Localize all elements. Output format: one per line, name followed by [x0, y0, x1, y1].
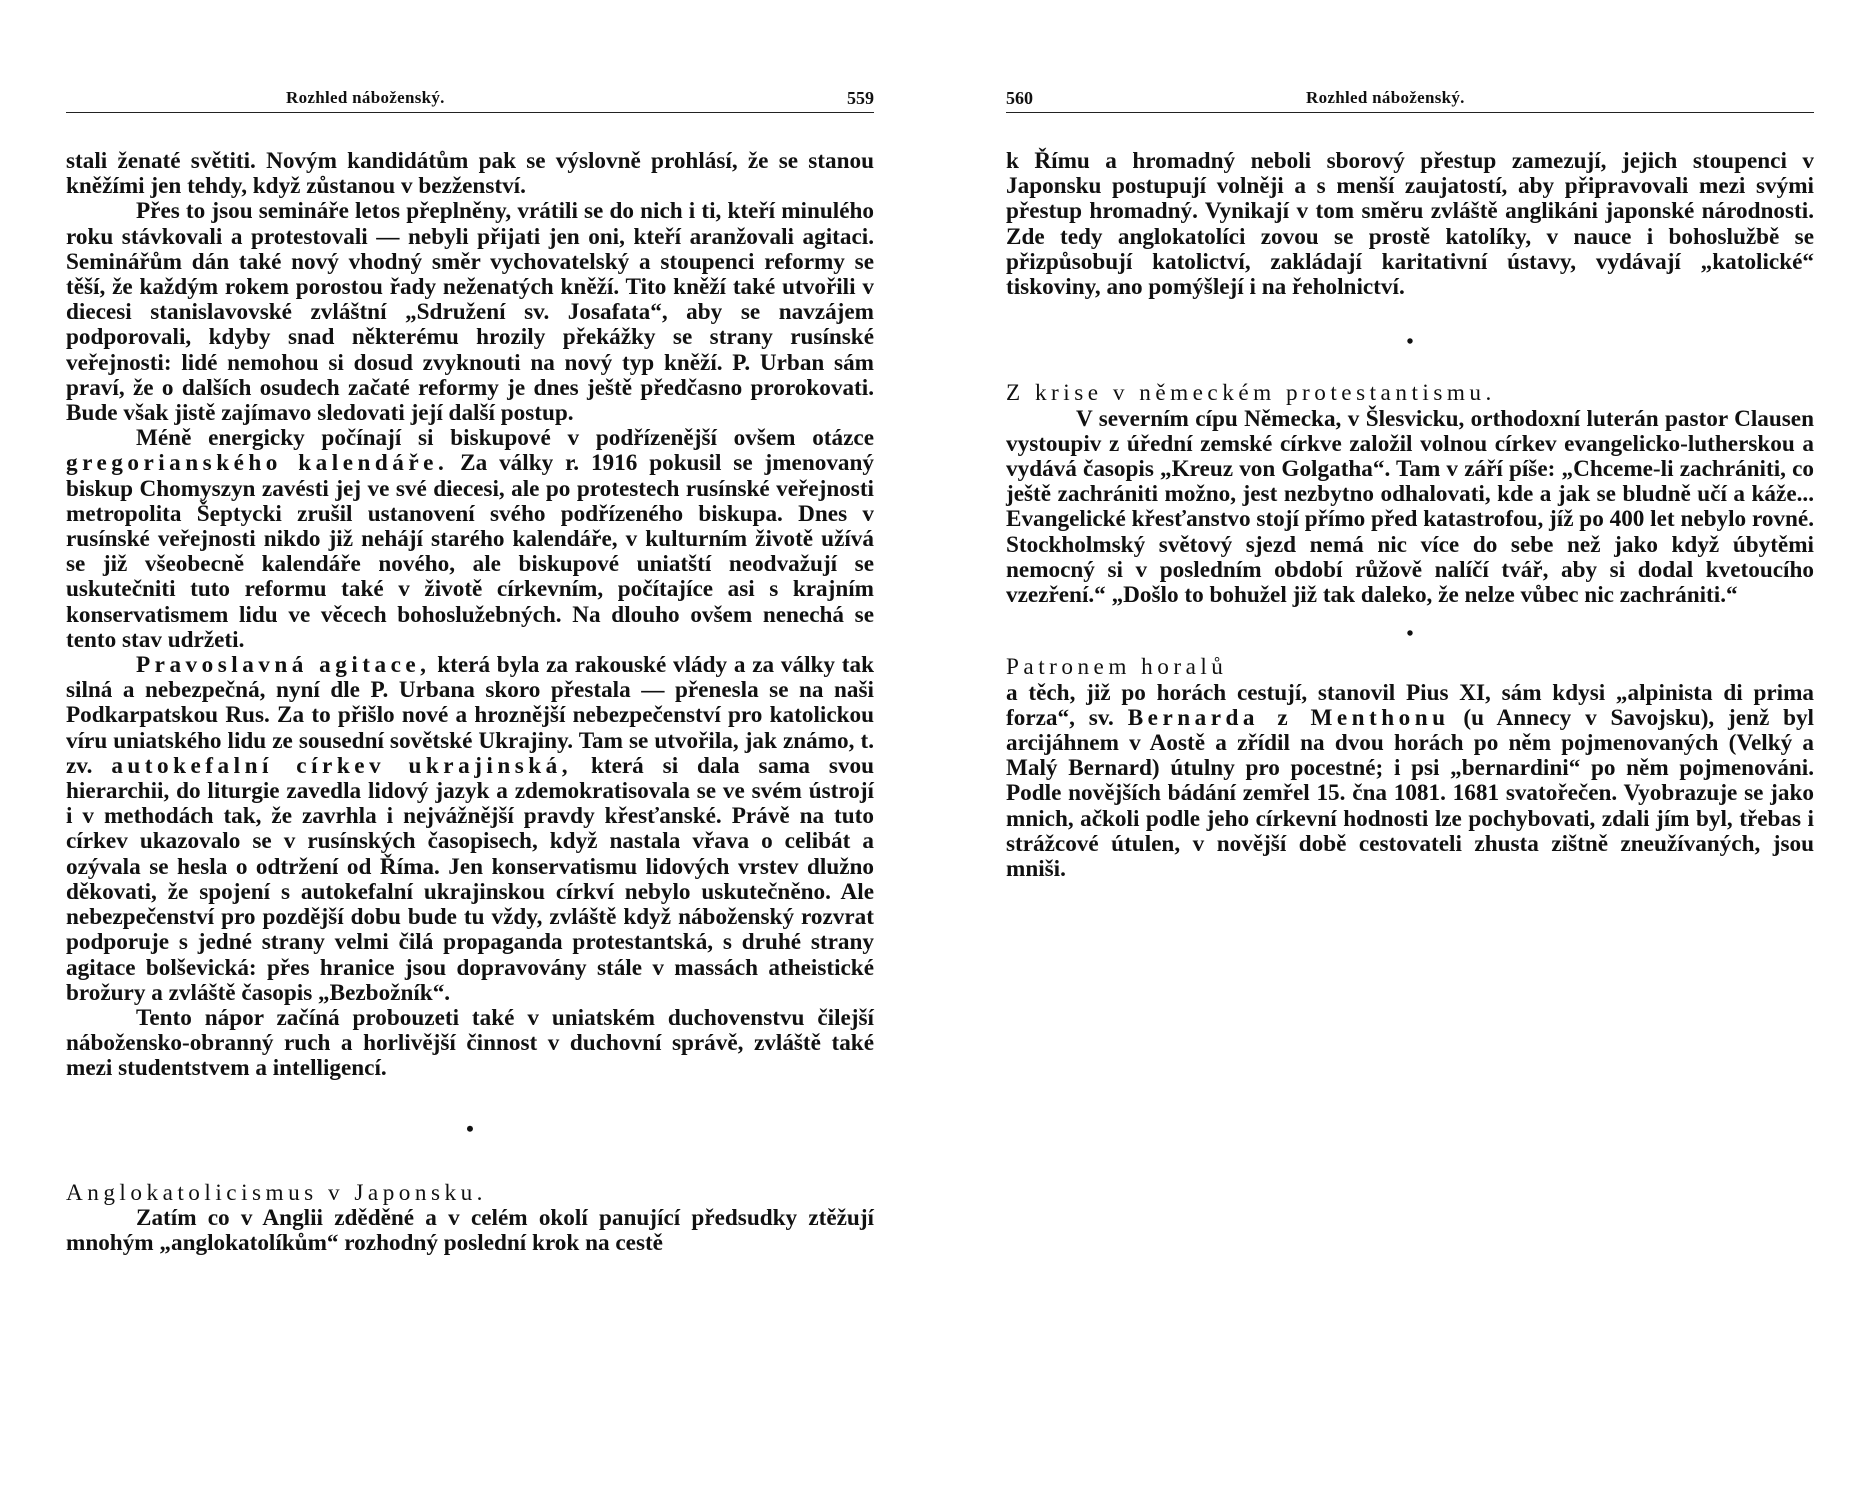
paragraph-text: (u Annecy v Savojsku), jenž byl arcijáhnem v Aostě a zřídil na dvou horách po něm pojmenovaných (Velký a Malý Bernard) útulny pro pocestné; i psi „bernardini“ po něm pojmenováni. Podle novějších bádání zemřel 15. čna 1081. 1681 svatořečen. Vyobrazuje se jako mnich, ačkoli podle jeho církevní hodnosti lze pochybovati, zdali jím byl, třebas i strážcové útulen, v novější době cestovateli zhusta zištně zneužívaných, jsou mniši. [1006, 704, 1815, 883]
section-divider-star: • [1406, 331, 1414, 354]
paragraph [66, 653, 874, 1006]
paragraph: V severním cípu Německa, v Šlesvicku, orthodoxní luterán pastor Clausen vystoupiv z úřední zemské církve založil volnou církev evangelicko-lutherskou a vydává časopis „Kreuz von Golgatha“. Tam v září píše: „Chceme-li zachrániti, co ještě zachrániti možno, jest nezbytno odhalovati, kde a jak se bludně učí a káže... Evangelické křesťanstvo stojí přímo před katastrofou, jíž po 400 let nebylo rovné. Stockholmský světový sjezd nemá nic více do sebe než jako když úbytěmi nemocný si v posledním období růžově nalíčí tvář, aby si dodal kvetoucího vzezření.“ „Došlo to bohužel již tak daleko, že nelze vůbec nic zachrániti.“ [1006, 405, 1814, 609]
left-page [66, 86, 874, 1256]
running-title: Rozhled náboženský. [286, 88, 445, 107]
paragraph-text: a těch, již po horách cestují, stanovil Pius XI, sám kdysi „alpinista di prima forza“, sv. [1006, 679, 1814, 731]
paragraph [1006, 681, 1814, 883]
section-divider-star: • [466, 1115, 474, 1141]
paragraph: stali ženaté světiti. Novým kandidátům pak se výslovně prohlásí, že se stanou kněžími jen tehdy, když zůstanou v bezženství. [66, 148, 874, 200]
paragraph [66, 426, 874, 653]
paragraph-text: která si dala sama svou hierarchii, do liturgie zavedla lidový jazyk a zdemokratisovala se ve svém ústrojí i v methodách tak, že zavrhla i nejvážnější pravdy křesťanské. Právě na tuto církev ukazovalo se v rusínských časopisech, když nastala vřava o celibát a ozývala se hesla o odtržení od Říma. Jen konservatismu lidových vrstev dlužno děkovati, že spojení s autokefalní ukrajinskou církví nebylo uskutečněno. Ale nebezpečenství pro pozdější dobu bude tu vždy, zvláště když náboženský rozvrat podporuje s jedné strany velmi čilá propaganda protestantská, s druhé strany agitace bolševická: přes hranice jsou dopravovány stále v massách atheistické brožury a zvláště časopis „Bezbožník“. [66, 752, 874, 1006]
paragraph: Přes to jsou semináře letos přeplněny, vrátili se do nich i ti, kteří minulého roku stávkovali a protestovali — nebyli přijati jen oni, kteří aranžovali agitaci. Seminářům dán také nový vhodný směr vychovatelský a stoupenci reformy se těší, že každým rokem porostou řady neženatých kněží. Tito kněží také utvořili v diecesi stanislavovské zvláštní „Sdružení sv. Josafata“, aby se navzájem podporovali, kdyby snad některému hrozily překážky se strany rusínské veřejnosti: lidé nemohou si dosud zvyknouti na nový typ kněží. P. Urban sám praví, že o dalších osudech začaté reformy je dnes ještě předčasno prorokovati. Bude však jistě zajímavo sledovati její další postup. [66, 198, 874, 427]
spaced-term: Bernarda z Menthonu [1127, 704, 1450, 731]
page-number: 559 [847, 88, 874, 108]
spaced-term: gregorianského kalendáře. [66, 450, 449, 477]
body-text [1006, 149, 1814, 882]
paragraph: k Římu a hromadný neboli sborový přestup zamezují, jejich stoupenci v Japonsku postupují volněji a s menší zaujatostí, aby připravovali mezi svými přestup hromadný. Vynikají v tom směru zvláště anglikáni japonské národnosti. Zde tedy anglokatolíci zovou se prostě katolíky, v nauce i bohoslužbě se přizpůsobují katolictví, zakládají karitativní ústavy, vydávají „katolické“ tiskoviny, ano pomýšlejí i na řeholnictví. [1006, 148, 1814, 301]
paragraph: Tento nápor začíná probouzeti také v uniatském duchovenstvu čilejší nábožensko-obranný ruch a horlivější činnost v duchovní správě, zvláště také mezi studentstvem a intelligencí. [66, 1004, 874, 1082]
paragraph-text: Za války r. 1916 pokusil se jmenovaný biskup Chomyszyn zavésti jej ve své diecesi, ale po protestech rusínské veřejnosti metropolita Šeptycki zrušil ustanovení svého podřízeného biskupa. Dnes v rusínské veřejnosti nikdo již nehájí starého kalendáře, v kulturním životě užívá se již všeobecně kalendáře nového, ale biskupové uniatští neodvažují se uskutečniti tuto reformu také v životě církevním, počítajíce asi s krajním konservatismem lidu ve věcech bohoslužebných. Na dlouho ovšem nenechá se tento stav udržeti. [66, 450, 874, 653]
paragraph-text: Méně energicky počínají si biskupové v podřízenější ovšem otázce [136, 425, 874, 452]
body-text [66, 149, 874, 1256]
spaced-term: Pravoslavná agitace, [136, 652, 431, 679]
section-heading: Z krise v německém protestantismu. [1006, 380, 1496, 407]
section-divider-star: • [1406, 623, 1414, 646]
running-head [1006, 86, 1814, 113]
running-head [66, 86, 874, 113]
paragraph-text: která byla za rakouské vlády a za války tak silná a nebezpečná, nyní dle P. Urbana skoro přestala — přenesla se na naši Podkarpatskou Rus. Za to přišlo nové a hroznější nebezpečenství pro katolickou víru uniatského lidu ze sousední sovětské Ukrajiny. Tam se utvořila, jak známo, t. zv. [66, 652, 874, 779]
spaced-term: autokefalní církev ukrajinská, [111, 752, 573, 779]
paragraph: Zatím co v Anglii zděděné a v celém okolí panující předsudky ztěžují mnohým „anglokatolíkům“ rozhodný poslední krok na cestě [66, 1204, 874, 1257]
running-title: Rozhled náboženský. [1306, 88, 1465, 107]
page-number: 560 [1006, 88, 1033, 108]
section-heading: Anglokatolicismus v Japonsku. [66, 1179, 487, 1206]
right-page [1006, 86, 1814, 882]
section-heading: Patronem horalů [1006, 654, 1228, 681]
